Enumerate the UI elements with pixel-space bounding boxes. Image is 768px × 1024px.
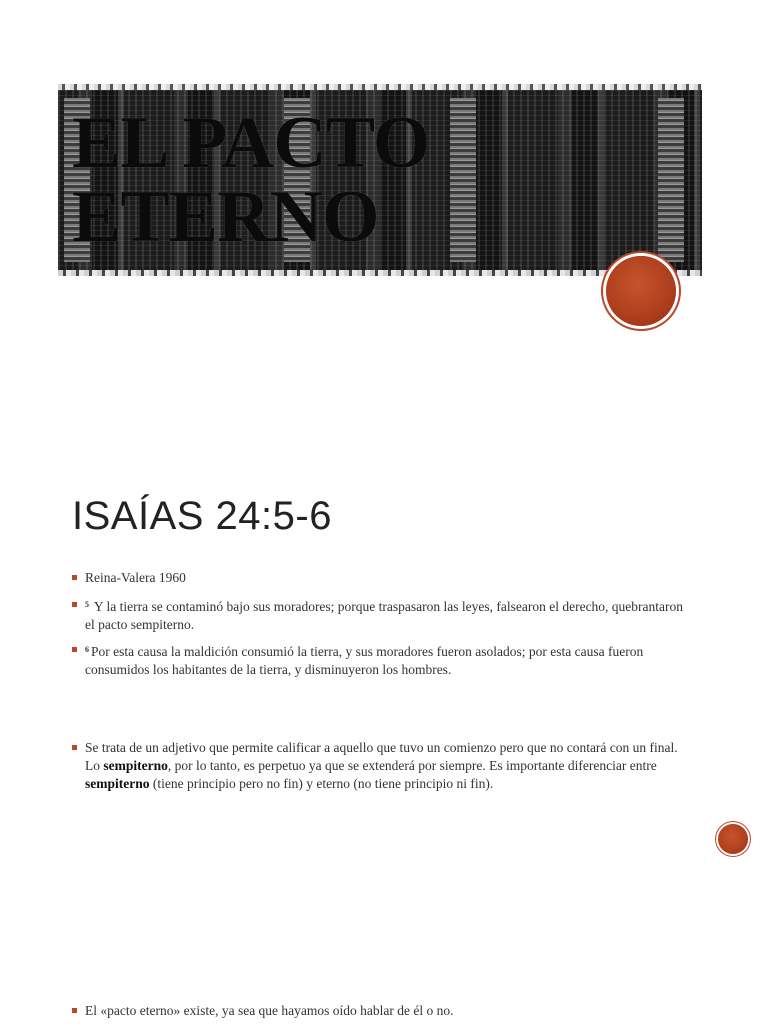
definition-text [72,739,692,793]
last-item-text: El «pacto eterno» existe, ya sea que hayamos oído hablar de él o no. [85,1003,454,1018]
list-item-verse-5 [72,596,692,634]
verse-5-body: Y la tierra se contaminó bajo sus moradores; porque traspasaron las leyes, falsearon el derecho, quebrantaron el pacto sempiterno. [85,599,684,632]
bullet-icon [72,745,77,750]
bullet-icon [72,647,77,652]
verse-6-body: Por esta causa la maldición consumió la tierra, y sus moradores fueron asolados; por esta causa fueron consumidos los habitantes de la tierra, y disminuyeron los hombres. [85,644,644,677]
verse-number: 6 [85,645,89,654]
decorative-circle-small [718,824,748,854]
verse-number: 5 [85,600,89,609]
bullet-icon [72,602,77,607]
definition-bold-1: sempiterno [103,758,168,773]
bullet-icon [72,575,77,580]
title-line-1: EL PACTO [72,102,430,184]
definition-part-3: (tiene principio pero no fin) y eterno (no tiene principio ni fin). [149,776,494,791]
list-item-last [72,1002,692,1020]
slide-title-text [72,102,430,258]
verse-5-text [72,596,692,634]
version-text: Reina-Valera 1960 [85,570,186,585]
bullet-icon [72,1008,77,1013]
banner-texture-band [658,98,684,262]
definition-part-2: , por lo tanto, es perpetuo ya que se extenderá por siempre. Es importante diferenciar entre [167,758,657,773]
list-item-version [72,569,692,587]
slide-title [0,0,768,460]
verse-6-text [72,641,692,679]
definition-part-1: Se trata de un adjetivo que permite calificar a aquello que tuvo un comienzo pero que no contará con un final. Lo [85,740,678,773]
definition-bold-2: sempiterno [85,776,150,791]
banner-texture-band [450,98,476,262]
title-line-2: ETERNO [72,176,379,258]
list-item-verse-6 [72,641,692,679]
decorative-circle [606,256,676,326]
list-item-definition [72,739,692,793]
slide-heading: ISAÍAS 24:5-6 [72,494,332,538]
